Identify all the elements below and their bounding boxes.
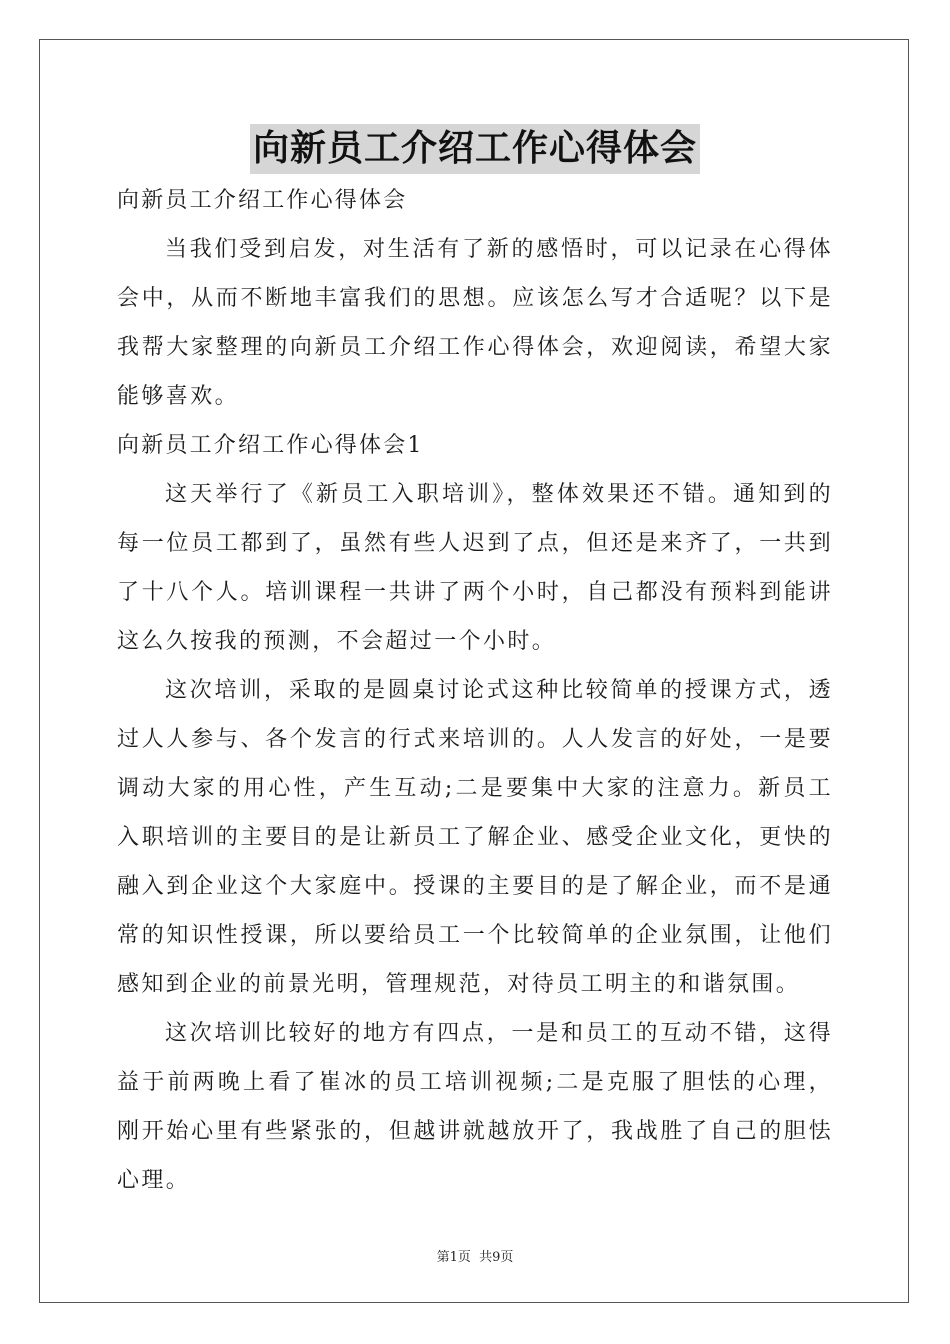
title-container (0, 124, 950, 174)
page-number: 第1页 (436, 1250, 471, 1265)
document-body (117, 176, 833, 1205)
total-pages: 共9页 (479, 1250, 514, 1265)
subtitle-line: 向新员工介绍工作心得体会 (117, 188, 408, 213)
body-paragraph: 这次培训比较好的地方有四点，一是和员工的互动不错，这得益于前两晚上看了崔冰的员工培训视频;二是克服了胆怯的心理，刚开始心里有些紧张的，但越讲就越放开了，我战胜了自己的胆怯心理。 (117, 1021, 833, 1193)
intro-paragraph: 当我们受到启发，对生活有了新的感悟时，可以记录在心得体会中，从而不断地丰富我们的思想。应该怎么写才合适呢？以下是我帮大家整理的向新员工介绍工作心得体会，欢迎阅读，希望大家能够喜欢。 (117, 237, 833, 409)
body-paragraph: 这次培训，采取的是圆桌讨论式这种比较简单的授课方式，透过人人参与、各个发言的行式来培训的。人人发言的好处，一是要调动大家的用心性，产生互动;二是要集中大家的注意力。新员工入职培训的主要目的是让新员工了解企业、感受企业文化，更快的融入到企业这个大家庭中。授课的主要目的是了解企业，而不是通常的知识性授课，所以要给员工一个比较简单的企业氛围，让他们感知到企业的前景光明，管理规范，对待员工明主的和谐氛围。 (117, 678, 833, 997)
page-footer (0, 1246, 950, 1265)
body-paragraph: 这天举行了《新员工入职培训》，整体效果还不错。通知到的每一位员工都到了，虽然有些人迟到了点，但还是来齐了，一共到了十八个人。培训课程一共讲了两个小时，自己都没有预料到能讲这么久按我的预测，不会超过一个小时。 (117, 482, 833, 654)
section-heading: 向新员工介绍工作心得体会1 (117, 433, 424, 458)
document-title: 向新员工介绍工作心得体会 (250, 124, 700, 174)
